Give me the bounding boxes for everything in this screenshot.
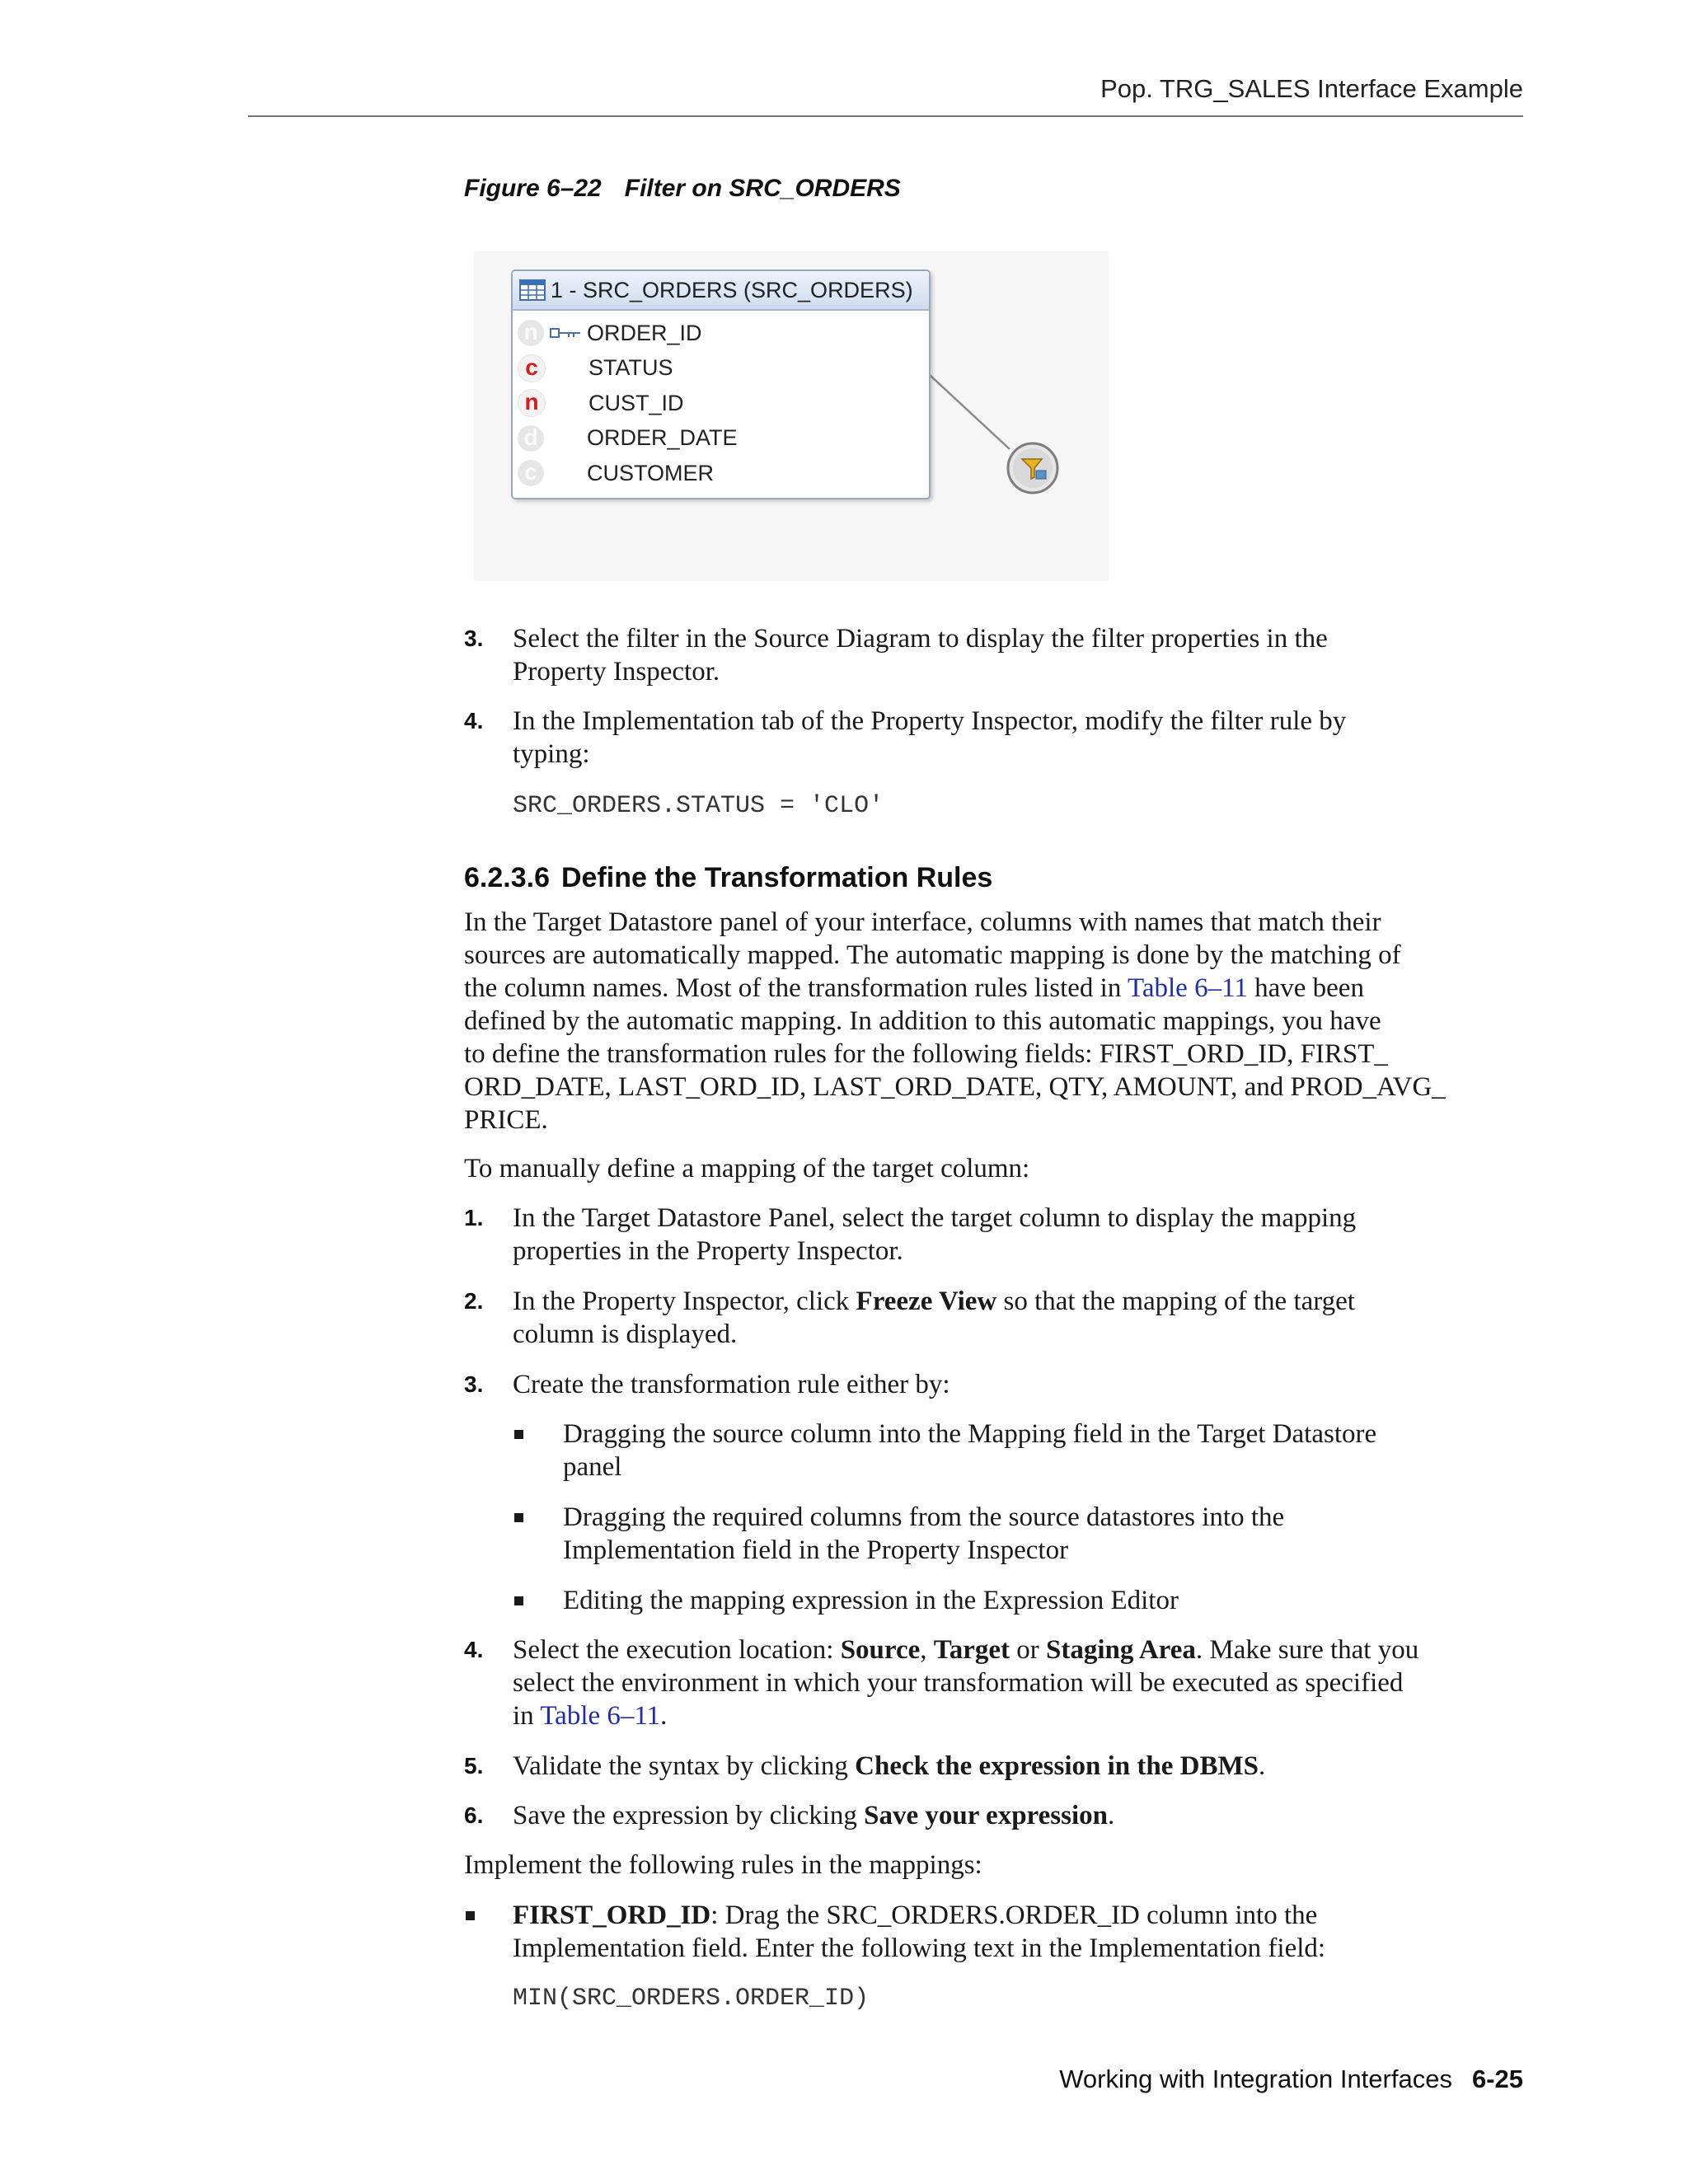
step-line: properties in the Property Inspector. <box>513 1236 903 1266</box>
ui-term: Check the expression in the DBMS <box>855 1751 1259 1781</box>
section-title: Define the Transformation Rules <box>560 862 993 893</box>
column-name: CUST_ID <box>588 390 684 415</box>
paragraph-line: ORD_DATE, LAST_ORD_ID, LAST_ORD_DATE, QTY, AMOUNT, and PROD_AVG_ <box>464 1072 1446 1102</box>
column-name: ORDER_ID <box>587 320 702 345</box>
datastore-box[interactable] <box>511 269 931 499</box>
rules-intro: Implement the following rules in the mappings: <box>464 1850 982 1880</box>
column-name: CUSTOMER <box>587 460 715 485</box>
text-run: : Drag the SRC_ORDERS.ORDER_ID column into the <box>710 1900 1318 1930</box>
step-text <box>513 705 1346 771</box>
figure-caption <box>464 175 901 203</box>
figure-title: Filter on SRC_ORDERS <box>624 175 901 202</box>
column-row[interactable] <box>513 351 929 387</box>
step-line: column is displayed. <box>513 1319 738 1349</box>
code-filter-rule: SRC_ORDERS.STATUS = 'CLO' <box>513 792 884 820</box>
rule-text <box>513 1899 1325 1965</box>
page-number: 6-25 <box>1471 2064 1523 2093</box>
code-min-expression: MIN(SRC_ORDERS.ORDER_ID) <box>513 1985 870 2013</box>
step-line: Property Inspector. <box>513 657 720 687</box>
footer-title: Working with Integration Interfaces <box>1059 2064 1452 2093</box>
step-number: 3. <box>464 1371 484 1397</box>
rule-line: Implementation field. Enter the following text in the Implementation field: <box>513 1933 1326 1963</box>
field-name: FIRST_ORD_ID <box>513 1900 711 1930</box>
step-line: typing: <box>513 739 590 769</box>
step-number: 1. <box>464 1205 484 1230</box>
char-type-icon: c <box>518 460 544 486</box>
text-run: Select the execution location: <box>513 1635 841 1665</box>
table-link[interactable]: Table 6–11 <box>1128 973 1248 1003</box>
bullet-marker <box>514 1430 523 1439</box>
step-number: 2. <box>464 1288 484 1314</box>
intro-paragraph <box>464 906 1446 1137</box>
text-run: In the Property Inspector, click <box>513 1286 856 1316</box>
manual-intro: To manually define a mapping of the target column: <box>464 1154 1030 1183</box>
section-number: 6.2.3.6 <box>464 862 550 893</box>
text-run: the column names. Most of the transformation rules listed in <box>464 973 1128 1003</box>
bullet-marker <box>514 1596 523 1605</box>
table-icon <box>519 279 546 301</box>
text-run: Validate the syntax by clicking <box>513 1751 856 1781</box>
text-run: . <box>1107 1801 1115 1830</box>
table-link[interactable]: Table 6–11 <box>540 1701 661 1731</box>
rule-line <box>513 1899 1325 1932</box>
date-type-icon: d <box>518 425 544 452</box>
paragraph-line: sources are automatically mapped. The automatic mapping is done by the matching of <box>464 940 1401 970</box>
step-number: 4. <box>464 708 484 733</box>
char-type-icon: c <box>518 354 546 382</box>
datastore-columns <box>513 311 929 491</box>
text-run: in <box>513 1701 541 1731</box>
step-line <box>513 1699 1418 1732</box>
step-text <box>513 1750 1265 1783</box>
page-footer <box>824 2064 1523 2094</box>
step-text <box>513 1799 1114 1832</box>
text-run: , <box>920 1635 934 1665</box>
figure-diagram <box>474 251 1109 581</box>
bullet-line: Implementation field in the Property Inspector <box>563 1535 1069 1565</box>
step-text <box>513 1285 1355 1351</box>
bullet-line: panel <box>563 1452 622 1482</box>
numeric-type-icon: n <box>518 320 544 346</box>
section-heading <box>464 862 992 894</box>
text-run: have been <box>1247 973 1364 1003</box>
step-line <box>513 1285 1355 1318</box>
ui-term: Target <box>933 1635 1010 1665</box>
step-line <box>513 1633 1418 1666</box>
text-run: . <box>1258 1751 1266 1781</box>
filter-icon[interactable] <box>1006 441 1060 495</box>
step-text <box>513 1202 1356 1268</box>
ui-term: Freeze View <box>856 1286 997 1316</box>
paragraph-line: PRICE. <box>464 1105 548 1135</box>
text-run: or <box>1010 1635 1047 1665</box>
ui-term: Save your expression <box>864 1801 1108 1830</box>
text-run: Save the expression by clicking <box>513 1801 865 1830</box>
datastore-title: 1 - SRC_ORDERS (SRC_ORDERS) <box>551 277 913 302</box>
paragraph-line: In the Target Datastore panel of your interface, columns with names that match their <box>464 907 1381 937</box>
bullet-marker <box>514 1513 523 1522</box>
text-run: . <box>660 1701 668 1731</box>
numeric-type-icon: n <box>518 389 546 417</box>
bullet-text: Editing the mapping expression in the Expression Editor <box>563 1586 1179 1615</box>
step-number: 5. <box>464 1753 484 1779</box>
column-row[interactable] <box>513 421 929 457</box>
column-row[interactable] <box>513 316 929 351</box>
step-line: select the environment in which your transformation will be executed as specified <box>513 1668 1404 1698</box>
bullet-text <box>563 1418 1376 1483</box>
text-run: so that the mapping of the target <box>996 1286 1355 1316</box>
step-text <box>513 1633 1418 1732</box>
step-text <box>513 622 1328 688</box>
step-number: 4. <box>464 1637 484 1662</box>
bullet-line: Dragging the required columns from the source datastores into the <box>563 1502 1285 1532</box>
step-text: Create the transformation rule either by: <box>513 1370 950 1399</box>
bullet-text <box>563 1501 1284 1567</box>
bullet-marker <box>466 1911 475 1920</box>
datastore-title-bar[interactable] <box>513 271 929 311</box>
paragraph-line <box>464 972 1446 1005</box>
step-number: 6. <box>464 1802 484 1828</box>
step-line: Select the filter in the Source Diagram to display the filter properties in the <box>513 624 1328 654</box>
primary-key-icon <box>549 324 584 342</box>
column-row[interactable] <box>513 456 929 491</box>
step-number: 3. <box>464 626 484 651</box>
step-line: In the Target Datastore Panel, select the target column to display the mapping <box>513 1203 1357 1233</box>
column-row[interactable] <box>513 386 929 421</box>
text-run: . Make sure that you <box>1195 1635 1419 1665</box>
header-rule <box>248 115 1523 117</box>
bullet-line: Dragging the source column into the Mapping field in the Target Datastore <box>563 1419 1377 1449</box>
column-name: STATUS <box>588 355 673 381</box>
step-line: In the Implementation tab of the Property Inspector, modify the filter rule by <box>513 706 1347 736</box>
column-name: ORDER_DATE <box>587 425 738 451</box>
paragraph-line: to define the transformation rules for the following fields: FIRST_ORD_ID, FIRST_ <box>464 1039 1388 1069</box>
ui-term: Staging Area <box>1046 1635 1196 1665</box>
ui-term: Source <box>840 1635 921 1665</box>
running-header: Pop. TRG_SALES Interface Example <box>1100 74 1523 103</box>
paragraph-line: defined by the automatic mapping. In addition to this automatic mappings, you have <box>464 1006 1381 1036</box>
figure-number: Figure 6–22 <box>464 175 602 202</box>
